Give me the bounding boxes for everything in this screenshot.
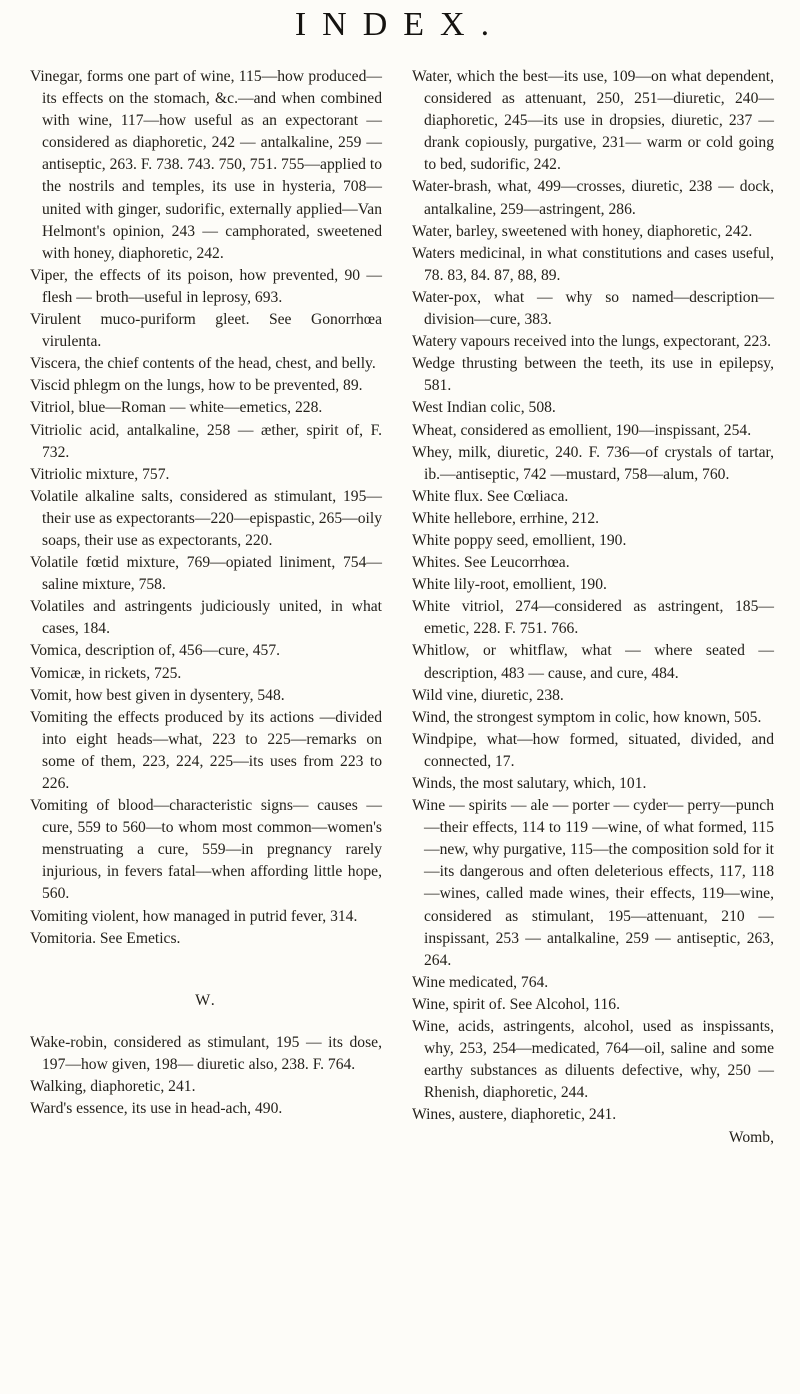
index-entry: White poppy seed, emollient, 190. bbox=[412, 531, 627, 549]
index-entry: Walking, diaphoretic, 241. bbox=[30, 1078, 196, 1096]
catchword: Womb, bbox=[728, 1128, 774, 1146]
index-entry: Wind, the strongest symptom in colic, how known, 505. bbox=[412, 708, 762, 726]
index-entry: Water, barley, sweetened with honey, diaphoretic, 242. bbox=[412, 222, 753, 240]
index-entry: Vomiting the effects produced by its actions —divided into eight heads—what, 223 to 225—remarks on some of them, 223, 224, 225—its uses from 223 to 226. bbox=[30, 708, 382, 792]
index-entry: Vitriolic mixture, 757. bbox=[30, 465, 170, 483]
index-entry: Volatile fœtid mixture, 769—opiated liniment, 754—saline mixture, 758. bbox=[30, 554, 382, 594]
index-entry: Vomiting violent, how managed in putrid fever, 314. bbox=[30, 907, 358, 925]
index-entry: Whey, milk, diuretic, 240. F. 736—of crystals of tartar, ib.—antiseptic, 742 —mustard, 758—alum, 760. bbox=[412, 443, 774, 483]
index-entry: White flux. See Cœliaca. bbox=[412, 487, 569, 505]
index-entry: Vomiting of blood—characteristic signs— causes — cure, 559 to 560—to whom most common—women's menstruating a cure, 559—in pregnancy rarely injurious, in fevers fatal—when affording little hope, 560. bbox=[30, 797, 382, 903]
index-entry: Winds, the most salutary, which, 101. bbox=[412, 775, 647, 792]
index-entry: Waters medicinal, in what constitutions and cases useful, 78. 83, 84. 87, 88, 89. bbox=[412, 244, 774, 284]
index-entry: Wine — spirits — ale — porter — cyder— perry—punch—their effects, 114 to 119 —wine, of what formed, 115 —new, why purgative, 115—the composition sold for it—its dangerous and often deleterious effects, 117, 118—wines, called made wines, their effects, 119—wine, considered as stimulant, 195—attenuant, 210 —inspissant, 253 — antalkaline, 259 — antiseptic, 263, 264. bbox=[412, 797, 774, 969]
index-entry: Vitriol, blue—Roman — white—emetics, 228. bbox=[30, 399, 323, 417]
index-entry: Viscera, the chief contents of the head, chest, and belly. bbox=[30, 355, 376, 373]
index-entry: West Indian colic, 508. bbox=[412, 399, 556, 417]
index-entry: Ward's essence, its use in head-ach, 490. bbox=[30, 1100, 283, 1118]
left-column bbox=[30, 66, 382, 1120]
index-entry: Vinegar, forms one part of wine, 115—how produced—its effects on the stomach, &c.—and when combined with wine, 117—how useful as an expectorant — considered as diaphoretic, 242 — antalkaline, 259 — antiseptic, 263. F. 738. 743. 750, 751. 755—applied to the nostrils and temples, its use in hysteria, 708—united with ginger, sudorific, externally applied—Van Helmont's opinion, 243 — camphorated, sweetened with honey, diaphoretic, 242. bbox=[30, 68, 382, 262]
index-entry: Whites. See Leucorrhœa. bbox=[412, 554, 570, 572]
index-entry: Wine, spirit of. See Alcohol, 116. bbox=[412, 995, 620, 1013]
page-title: INDEX. bbox=[294, 6, 506, 43]
index-entry: Vomit, how best given in dysentery, 548. bbox=[30, 686, 285, 704]
index-entry: Wedge thrusting between the teeth, its use in epilepsy, 581. bbox=[412, 355, 774, 395]
right-column bbox=[412, 66, 774, 1149]
index-entry: Vitriolic acid, antalkaline, 258 — æther, spirit of, F. 732. bbox=[30, 421, 382, 461]
index-entry: White vitriol, 274—considered as astringent, 185—emetic, 228. F. 751. 766. bbox=[412, 598, 774, 638]
index-entry: White lily-root, emollient, 190. bbox=[412, 576, 607, 594]
index-entry: Wake-robin, considered as stimulant, 195 — its dose, 197—how given, 198— diuretic also, 238. F. 764. bbox=[30, 1033, 382, 1073]
index-entry: Watery vapours received into the lungs, expectorant, 223. bbox=[412, 333, 772, 351]
index-entry: Volatile alkaline salts, considered as stimulant, 195—their use as expectorants—220—epispastic, 265—oily soaps, their use as expectorants, 220. bbox=[30, 487, 382, 549]
index-entry: Wild vine, diuretic, 238. bbox=[412, 686, 564, 704]
index-entry: Water-pox, what — why so named—description—division—cure, 383. bbox=[412, 288, 774, 329]
index-entry: Water, which the best—its use, 109—on what dependent, considered as attenuant, 250, 251—diuretic, 240—diaphoretic, 245—its use in dropsies, diuretic, 237 —drank copiously, purgative, 231— warm or cold going to bed, sudorific, 242. bbox=[412, 68, 774, 174]
index-entry: Wine, acids, astringents, alcohol, used as inspissants, why, 253, 254—medicated, 764—oil, saline and some earthy substances as diluents defective, why, 250 —Rhenish, diaphoretic, 244. bbox=[412, 1018, 774, 1102]
index-entry: Windpipe, what—how formed, situated, divided, and connected, 17. bbox=[412, 730, 774, 770]
index-entry: Vomica, description of, 456—cure, 457. bbox=[30, 642, 281, 660]
index-entry: Wines, austere, diaphoretic, 241. bbox=[412, 1106, 617, 1124]
index-entry: Wine medicated, 764. bbox=[412, 973, 549, 991]
index-entry: Volatiles and astringents judiciously united, in what cases, 184. bbox=[30, 598, 382, 638]
index-entry: Wheat, considered as emollient, 190—inspissant, 254. bbox=[412, 421, 752, 439]
index-entry: Virulent muco-puriform gleet. See Gonorrhœa virulenta. bbox=[30, 311, 382, 351]
index-entry: Vomicæ, in rickets, 725. bbox=[30, 664, 182, 682]
index-entry: Whitlow, or whitflaw, what — where seated — description, 483 — cause, and cure, 484. bbox=[412, 642, 774, 682]
index-entry: Viper, the effects of its poison, how prevented, 90 — flesh — broth—useful in leprosy, 693. bbox=[30, 266, 382, 306]
index-entry: Water-brash, what, 499—crosses, diuretic, 238 — dock, antalkaline, 259—astringent, 286. bbox=[412, 178, 774, 218]
index-entry: Vomitoria. See Emetics. bbox=[30, 929, 181, 947]
index-entry: Viscid phlegm on the lungs, how to be prevented, 89. bbox=[30, 377, 363, 395]
section-letter-heading: W. bbox=[195, 991, 217, 1009]
index-entry: White hellebore, errhine, 212. bbox=[412, 509, 600, 527]
